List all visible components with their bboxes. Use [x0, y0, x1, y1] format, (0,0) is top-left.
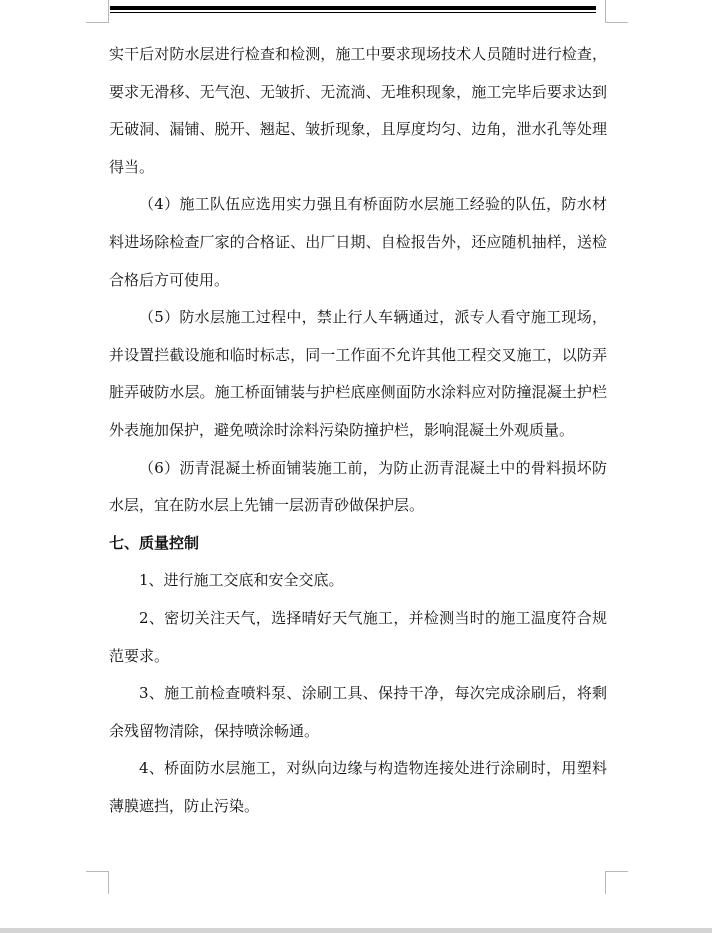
corner-mark-bottom-left	[86, 871, 109, 894]
paragraph-asphalt-protection: （6）沥青混凝土桥面铺装施工前，为防止沥青混凝土中的骨料损坏防水层，宜在防水层上先铺一层沥青砂做保护层。	[109, 458, 607, 515]
corner-mark-bottom-right	[605, 871, 628, 894]
header-rule-thin	[110, 12, 596, 13]
page-bottom-edge	[0, 928, 712, 933]
paragraph-site-protection: （5）防水层施工过程中，禁止行人车辆通过，派专人看守施工现场，并设置拦截设施和临时标志，同一工作面不允许其他工程交叉施工，以防弄脏弄破防水层。施工桥面铺装与护栏底座侧面防水涂料应对防撞混凝土护栏外表施加保护，避免喷涂时涂料污染防撞护栏，影响混凝土外观质量。	[109, 308, 607, 439]
paragraph-inspection: 实干后对防水层进行检查和检测，施工中要求现场技术人员随时进行检查，要求无滑移、无气泡、无皱折、无流淌、无堆积现象，施工完毕后要求达到无破洞、漏铺、脱开、翘起、皱折现象，且厚度均匀、边角，泄水孔等处理得当。	[109, 45, 607, 176]
corner-mark-top-right	[605, 0, 628, 23]
list-item-quality-4: 4、桥面防水层施工，对纵向边缘与构造物连接处进行涂刷时，用塑料薄膜遮挡，防止污染。	[109, 759, 607, 815]
list-item-quality-3: 3、施工前检查喷料泵、涂刷工具、保持干净，每次完成涂刷后，将剩余残留物清除，保持喷涂畅通。	[109, 684, 607, 740]
header-rule-thick	[110, 6, 596, 10]
section-heading-quality-control: 七、质量控制	[109, 533, 200, 552]
corner-mark-top-left	[86, 0, 109, 23]
paragraph-team-selection: （4）施工队伍应选用实力强且有桥面防水层施工经验的队伍，防水材料进场除检查厂家的合格证、出厂日期、自检报告外，还应随机抽样，送检合格后方可使用。	[109, 195, 607, 289]
document-body	[109, 36, 607, 825]
list-item-quality-2: 2、密切关注天气，选择晴好天气施工，并检测当时的施工温度符合规范要求。	[109, 608, 607, 665]
list-item-quality-1: 1、进行施工交底和安全交底。	[139, 571, 344, 590]
